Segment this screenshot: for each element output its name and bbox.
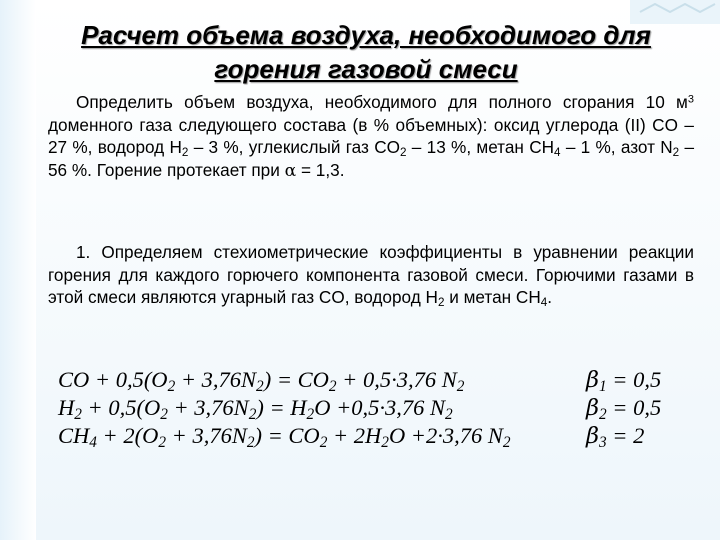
- step-text-3: .: [547, 287, 553, 307]
- problem-text-1: Определить объем воздуха, необходимого для полного сгорания 10 м: [76, 92, 688, 112]
- problem-text-3: – 3 %, углекислый газ CO: [188, 137, 400, 157]
- subscript: 2: [381, 433, 389, 451]
- eq-part: H: [58, 395, 75, 420]
- eq-part: CH: [58, 423, 90, 448]
- left-decor-band: [0, 0, 36, 540]
- beta-symbol: β: [586, 367, 600, 393]
- subscript: 2: [672, 145, 680, 159]
- beta-symbol: β: [586, 395, 600, 421]
- problem-statement: [48, 91, 694, 182]
- eq-part: + 0,5(O: [81, 395, 161, 420]
- subscript: 2: [181, 145, 189, 159]
- subscript: 2: [445, 405, 453, 423]
- problem-text-7: = 1,3.: [296, 159, 345, 180]
- problem-text-5: – 1 %, азот N: [560, 137, 673, 157]
- subscript: 2: [248, 405, 257, 423]
- problem-text-6: – 56 %. Горение протекает при: [48, 137, 695, 180]
- eq-part: CO + 0,5(O: [58, 367, 168, 392]
- subscript: 2: [167, 377, 176, 395]
- alpha-symbol: α: [284, 160, 297, 181]
- problem-text-2: доменного газа следующего состава (в % объемных): оксид углерода (II) CO – 27 %, водород H: [48, 114, 694, 157]
- reaction-equations: [58, 366, 698, 450]
- subscript: 2: [256, 377, 264, 395]
- step-1-text: [48, 241, 694, 309]
- eq-part: ) = CO: [254, 423, 320, 448]
- title-line-1: Расчет объема воздуха, необходимого для: [81, 20, 651, 50]
- slide-title: [36, 18, 696, 86]
- equation-row: [58, 394, 698, 422]
- equation-ch4: [58, 422, 511, 450]
- subscript: 2: [246, 433, 255, 451]
- subscript: 2: [502, 433, 511, 451]
- subscript: 2: [400, 145, 407, 159]
- cubic-superscript: 3: [687, 93, 694, 106]
- eq-part: ) = CO: [263, 367, 329, 392]
- step-text-1: 1. Определяем стехиометрические коэффициенты в уравнении реакции горения для каждого горючего компонента газовой смеси. Горючими газами в этой смеси являются угарный газ CO, водород H: [48, 242, 694, 307]
- equation-co: [58, 366, 464, 394]
- eq-part: O +2·3,76 N: [388, 423, 503, 448]
- subscript: 3: [599, 433, 607, 451]
- eq-part: + 0,5·3,76 N: [336, 367, 457, 392]
- subscript: 4: [554, 145, 561, 159]
- eq-part: + 2H: [327, 423, 382, 448]
- beta-1: [586, 366, 698, 394]
- beta-3: [586, 422, 698, 450]
- title-line-2: горения газовой смеси: [214, 54, 518, 84]
- equation-row: [58, 422, 698, 450]
- eq-part: ) = H: [256, 395, 307, 420]
- problem-text-4: – 13 %, метан CH: [406, 137, 555, 157]
- beta-symbol: β: [586, 423, 600, 449]
- step-text-2: и метан CH: [444, 287, 541, 307]
- subscript: 2: [74, 405, 82, 423]
- eq-part: + 3,76N: [166, 423, 247, 448]
- eq-part: O +0,5·3,76 N: [314, 395, 446, 420]
- subscript: 2: [158, 433, 167, 451]
- eq-part: + 2(O: [96, 423, 159, 448]
- beta-value: = 0,5: [606, 367, 662, 392]
- subscript: 4: [540, 295, 548, 309]
- subscript: 2: [437, 295, 445, 309]
- subscript: 2: [306, 405, 315, 423]
- eq-part: + 3,76N: [175, 367, 257, 392]
- subscript: 2: [328, 377, 337, 395]
- beta-2: [586, 394, 698, 422]
- equation-h2: [58, 394, 453, 422]
- subscript: 1: [599, 377, 607, 395]
- subscript: 2: [319, 433, 328, 451]
- subscript: 2: [456, 377, 465, 395]
- beta-value: = 2: [606, 423, 645, 448]
- equation-row: [58, 366, 698, 394]
- eq-part: + 3,76N: [167, 395, 249, 420]
- beta-value: = 0,5: [606, 395, 662, 420]
- subscript: 4: [89, 433, 97, 451]
- subscript: 2: [160, 405, 168, 423]
- subscript: 2: [599, 405, 607, 423]
